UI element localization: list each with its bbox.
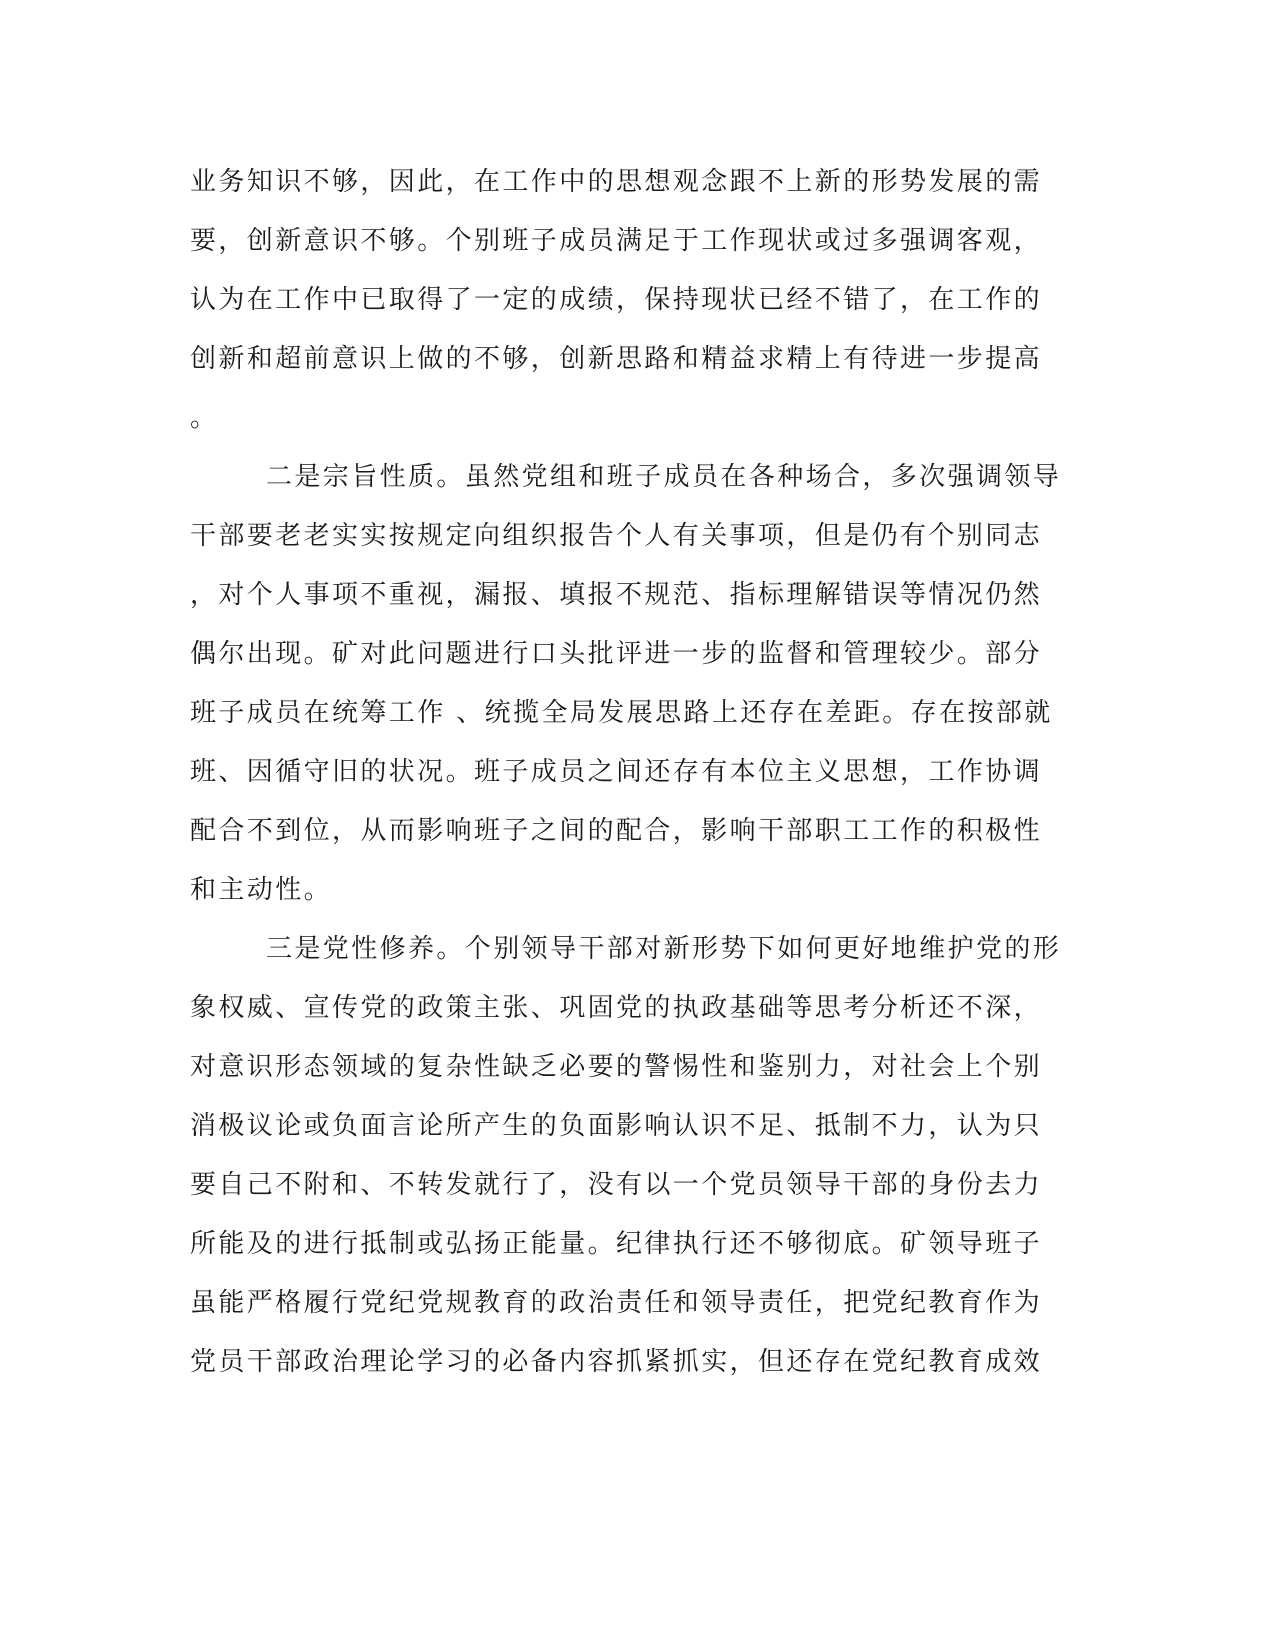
paragraph-first-line: 二是宗旨性质。虽然党组和班子成员在各种场合，多次强调领导: [266, 462, 1062, 492]
paragraph-first-line: 三是党性修养。个别领导干部对新形势下如何更好地维护党的形: [266, 934, 1062, 964]
text-line: 要，创新意识不够。个别班子成员满足于工作现状或过多强调客观，: [190, 226, 1043, 256]
text-line: 消极议论或负面言论所产生的负面影响认识不足、抵制不力，认为只: [190, 1111, 1043, 1141]
text-line: 班、因循守旧的状况。班子成员之间还存有本位主义思想，工作协调: [190, 757, 1043, 787]
text-line: 象权威、宣传党的政策主张、巩固党的执政基础等思考分析还不深，: [190, 993, 1043, 1023]
text-line: 创新和超前意识上做的不够，创新思路和精益求精上有待进一步提高: [190, 344, 1043, 374]
text-line: 业务知识不够，因此，在工作中的思想观念跟不上新的形势发展的需: [190, 167, 1043, 197]
text-line: ，对个人事项不重视，漏报、填报不规范、指标理解错误等情况仍然: [190, 580, 1043, 610]
text-line: 和主动性。: [190, 875, 333, 905]
text-line: 偶尔出现。矿对此问题进行口头批评进一步的监督和管理较少。部分: [190, 639, 1043, 669]
text-line: 。: [190, 403, 219, 433]
text-line: 要自己不附和、不转发就行了，没有以一个党员领导干部的身份去力: [190, 1170, 1043, 1200]
text-line: 认为在工作中已取得了一定的成绩，保持现状已经不错了，在工作的: [190, 285, 1043, 315]
text-line: 所能及的进行抵制或弘扬正能量。纪律执行还不够彻底。矿领导班子: [190, 1229, 1043, 1259]
text-line: 虽能严格履行党纪党规教育的政治责任和领导责任，把党纪教育作为: [190, 1288, 1043, 1318]
text-line: 干部要老老实实按规定向组织报告个人有关事项，但是仍有个别同志: [190, 521, 1043, 551]
text-line: 党员干部政治理论学习的必备内容抓紧抓实，但还存在党纪教育成效: [190, 1347, 1043, 1377]
text-line: 班子成员在统筹工作 、统揽全局发展思路上还存在差距。存在按部就: [190, 698, 1053, 728]
text-line: 配合不到位，从而影响班子之间的配合，影响干部职工工作的积极性: [190, 816, 1043, 846]
text-line: 对意识形态领域的复杂性缺乏必要的警惕性和鉴别力，对社会上个别: [190, 1052, 1043, 1082]
